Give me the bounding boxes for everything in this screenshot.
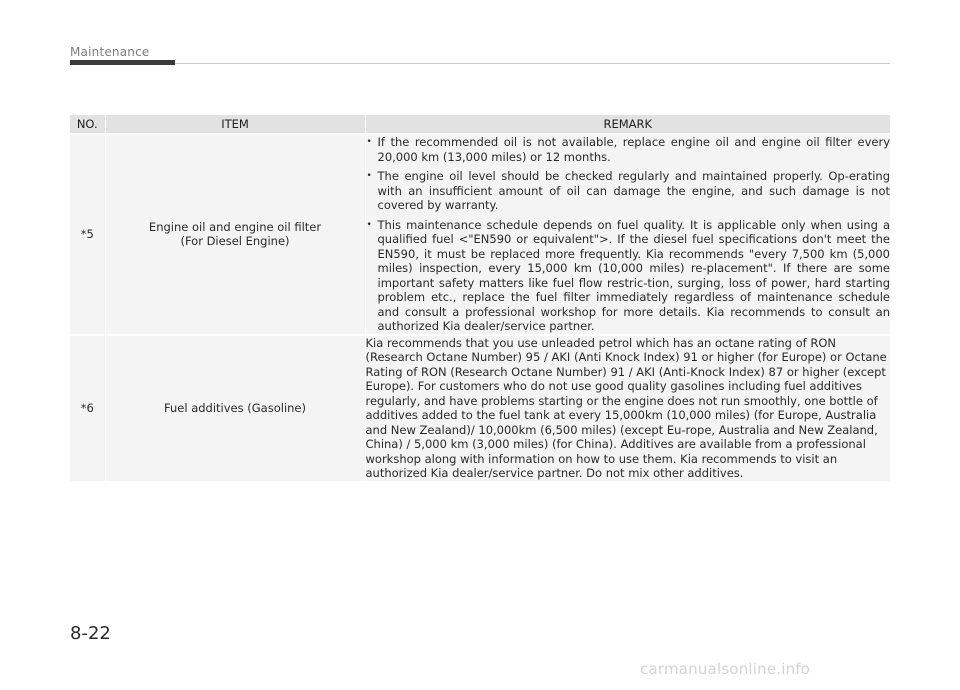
row-item [105,335,365,481]
row-item-line: Fuel additives (Gasoline) [164,400,306,415]
watermark: carmanualsonline.info [640,660,811,678]
page-number: 8-22 [70,623,111,644]
section-divider [175,63,890,64]
row-item [105,134,365,335]
table-row [70,134,890,335]
column-header-item: ITEM [105,115,365,134]
row-number: *5 [70,134,105,335]
remark-list [366,135,891,334]
section-title: Maintenance [70,45,150,59]
row-item-line: (For Diesel Engine) [180,234,290,249]
remark-bullet: • If the recommended oil is not available, replace engine oil and engine oil filter every 20,000 km (13,000 miles) or 12 months. [366,135,891,164]
row-remark [365,335,890,481]
column-header-remark: REMARK [365,115,890,134]
remark-bullet: • This maintenance schedule depends on fuel quality. It is applicable only when using a qualified fuel <"EN590 or equivalent">. If the diesel fuel specifications don't meet the EN590, it must be replaced more frequently. Kia recommends "every 7,500 km (5,000 miles) inspection, every 15,000 km (10,000 miles) re-placement". If there are some important safety matters like fuel flow restric-tion, surging, loss of power, hard starting problem etc., replace the fuel filter immediately regardless of maintenance schedule and consult a professional workshop for more details. Kia recommends to consult an authorized Kia dealer/service partner. [366,218,891,334]
remark-paragraph: Kia recommends that you use unleaded petrol which has an octane rating of RON (Research Octane Number) 95 / AKI (Anti Knock Index) 91 or higher (for Europe) or Octane Rating of RON (Research Octane Number) 91 / AKI (Anti-Knock Index) 87 or higher (except Europe). For customers who do not use good quality gasolines including fuel additives regularly, and have problems starting or the engine does not run smoothly, one bottle of additives added to the fuel tank at every 15,000km (10,000 miles) (for Europe, Australia and New Zealand)/ 10,000km (6,500 miles) (except Eu-rope, Australia and New Zealand, China) / 5,000 km (3,000 miles) (for China). Additives are available from a professional workshop along with information on how to use them. Kia recommends to visit an authorized Kia dealer/service partner. Do not mix other additives. [365,335,887,480]
row-remark [365,134,890,335]
section-title-bar [70,60,175,65]
remark-bullet: • The engine oil level should be checked regularly and maintained properly. Op-erating with an insufficient amount of oil can damage the engine, and such damage is not covered by warranty. [366,169,891,213]
row-number: *6 [70,335,105,481]
maintenance-table [70,115,890,481]
table-row [70,335,890,481]
column-header-no: NO. [70,115,105,134]
row-item-line: Engine oil and engine oil filter [148,219,322,234]
table-header-row [70,115,890,134]
